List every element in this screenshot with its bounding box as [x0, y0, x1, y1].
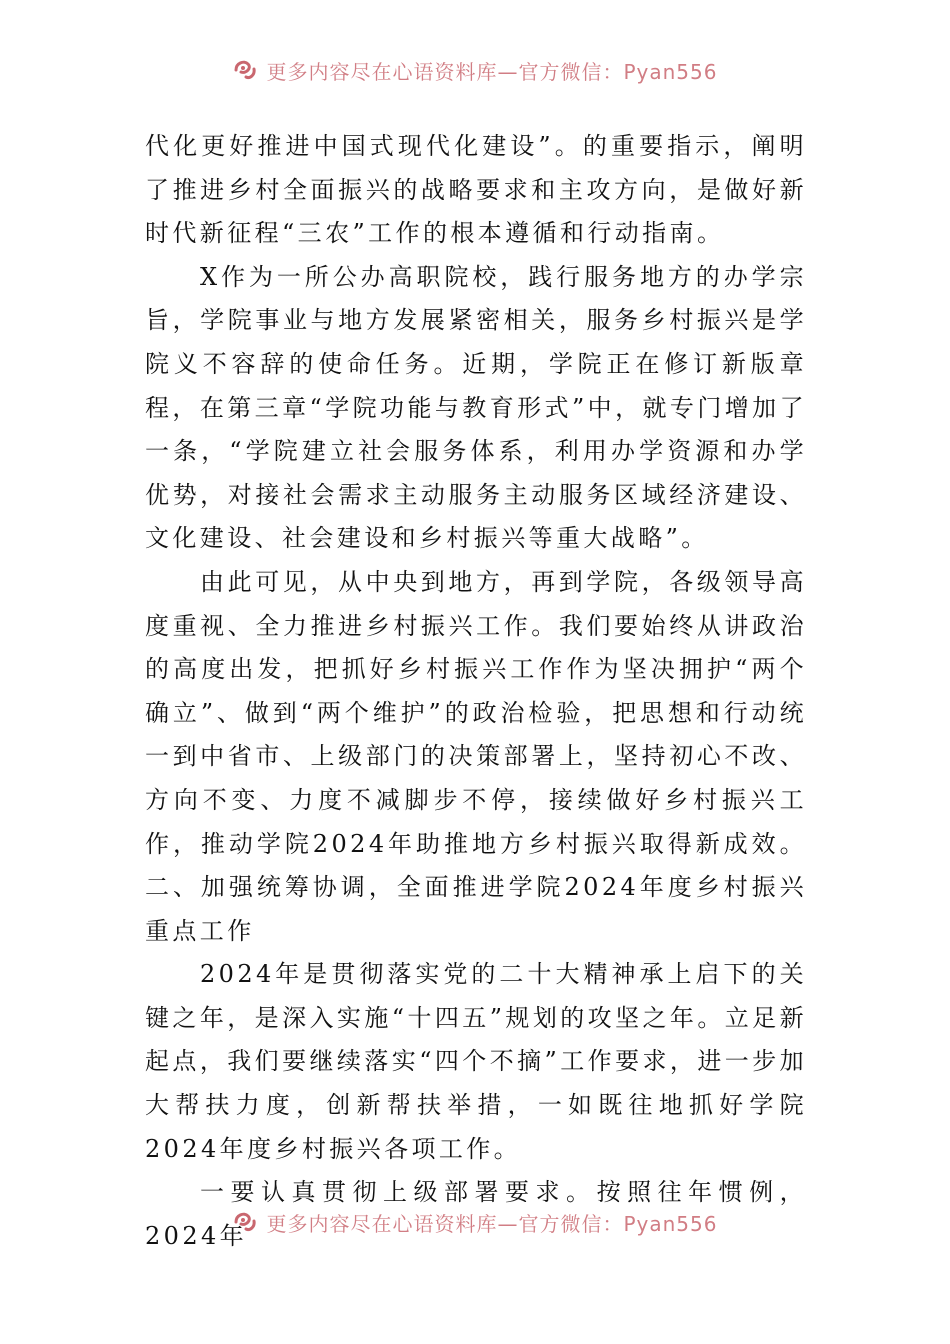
header-watermark: [0, 53, 950, 87]
paragraph-2: X作为一所公办高职院校，践行服务地方的办学宗旨，学院事业与地方发展紧密相关，服务乡村振兴是学院义不容辞的使命任务。近期，学院正在修订新版章程，在第三章“学院功能与教育形式”中，就专门增加了一条，“学院建立社会服务体系，利用办学资源和办学优势，对接社会需求主动服务主动服务区域经济建设、文化建设、社会建设和乡村振兴等重大战略”。: [145, 262, 807, 553]
watermark-text: 更多内容尽在心语资料库—官方微信：Pyan556: [266, 59, 718, 84]
paragraph-1: 代化更好推进中国式现代化建设”。的重要指示，阐明了推进乡村全面振兴的战略要求和主攻方向，是做好新时代新征程“三农”工作的根本遵循和行动指南。: [145, 132, 807, 248]
paragraph-5: 一要认真贯彻上级部署要求。按照往年惯例，2024年: [145, 1178, 807, 1250]
document-body: [145, 125, 807, 1258]
paragraph-4: 2024年是贯彻落实党的二十大精神承上启下的关键之年，是深入实施“十四五”规划的攻坚之年。立足新起点，我们要继续落实“四个不摘”工作要求，进一步加大帮扶力度，创新帮扶举措，一如既往地抓好学院2024年度乡村振兴各项工作。: [145, 960, 807, 1163]
watermark-logo-icon: [232, 1209, 258, 1235]
footer-watermark: [0, 1205, 950, 1239]
watermark-logo-icon: [232, 57, 258, 83]
paragraph-3: 由此可见，从中央到地方，再到学院，各级领导高度重视、全力推进乡村振兴工作。我们要始终从讲政治的高度出发，把抓好乡村振兴工作作为坚决拥护“两个确立”、做到“两个维护”的政治检验，把思想和行动统一到中省市、上级部门的决策部署上，坚持初心不改、方向不变、力度不减脚步不停，接续做好乡村振兴工作，推动学院2024年助推地方乡村振兴取得新成效。二、加强统筹协调，全面推进学院2024年度乡村振兴重点工作: [145, 567, 807, 945]
watermark-text: 更多内容尽在心语资料库—官方微信：Pyan556: [266, 1211, 718, 1236]
